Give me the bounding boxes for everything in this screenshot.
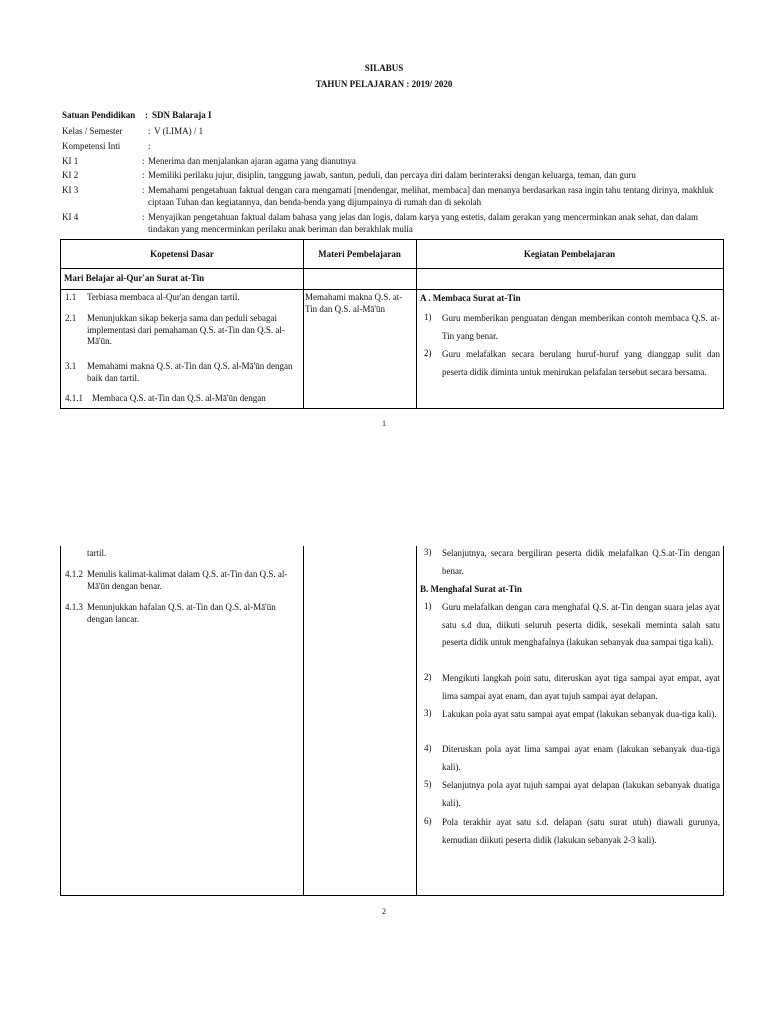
info-ki1 <box>62 156 722 168</box>
kegiatan-text: Selanjutnya, secara bergiliran peserta didik melafalkan Q.S.at-Tin dengan benar. <box>442 548 720 576</box>
kd-text: Memahami makna Q.S. at-Tin dan Q.S. al-Mā'ūn dengan baik dan tartil. <box>87 361 293 383</box>
list-item <box>65 292 305 304</box>
ki3-label: KI 3 <box>62 185 79 195</box>
kegiatan-number: 1) <box>424 312 432 322</box>
list-item <box>65 393 305 405</box>
header-materi: Materi Pembelajaran <box>318 249 401 259</box>
header-kegiatan: Kegiatan Pembelajaran <box>523 249 616 259</box>
kelas-value: V (LIMA) / 1 <box>154 126 204 136</box>
column-divider <box>303 546 304 895</box>
kd-number: 3.1 <box>65 361 77 371</box>
colon: : <box>142 212 145 222</box>
kd-text: Menunjukkan sikap bekerja sama dan peduli sebagai implementasi dari pemahaman Q.S. at-Tin dan Q.S. al-Mā'ūn. <box>87 313 285 347</box>
ki3-value: Memahami pengetahuan faktual dengan cara mengamati [mendengar, melihat, membaca] dan menanya berdasarkan rasa ingin tahu tentang dirinya, makhluk ciptaan Tuhan dan kegiatannya, dan benda-benda yang dijumpainya di rumah dan di sekolah <box>148 185 714 207</box>
ki4-value: Menyajikan pengetahuan faktual dalam bahasa yang jelas dan logis, dalam karya yang estetis, dalam gerakan yang mencerminkan anak sehat, dan dalam tindakan yang mencerminkan perilaku anak beriman dan berakhlak mulia <box>148 212 699 234</box>
kegiatan-number: 2) <box>424 672 432 682</box>
list-item <box>424 777 718 813</box>
kd-number: 4.1.2 <box>65 569 83 579</box>
list-item <box>424 670 718 706</box>
row-divider <box>61 268 723 269</box>
colon: : <box>148 141 151 151</box>
kd-text: Membaca Q.S. at-Tin dan Q.S. al-Mā'ūn dengan <box>92 393 266 403</box>
info-kelas <box>62 126 722 138</box>
kd-text: Terbiasa membaca al-Qur'an dengan tartil. <box>87 292 240 302</box>
document-title: SILABUS <box>364 63 404 73</box>
info-ki4 <box>62 212 722 236</box>
kegiatan-text: Guru memberikan penguatan dengan memberikan contoh membaca Q.S. at-Tin yang benar. <box>442 313 720 341</box>
info-kompetensi-inti <box>62 141 722 153</box>
list-item <box>65 313 305 349</box>
kegiatan-text: Guru melafalkan dengan cara menghafal Q.S. at-Tin dengan suara jelas ayat satu s.d dua, diikuti seluruh peserta didik, sesekali meminta salah satu peserta didik untuk menghafalnya (lakukan sebanyak dua sampai tiga kali). <box>442 602 720 648</box>
kd-text: Menunjukkan hafalan Q.S. at-Tin dan Q.S. al-Mā'ūn dengan lancar. <box>87 602 276 624</box>
list-item <box>424 814 718 850</box>
column-divider <box>416 240 417 408</box>
kelas-label: Kelas / Semester <box>62 126 123 136</box>
section-b-title: B. Menghafal Surat at-Tin <box>420 584 522 594</box>
ki1-label: KI 1 <box>62 156 79 166</box>
ki2-value: Memiliki perilaku jujur, disiplin, tanggung jawab, santun, peduli, dan percaya diri dalam berinteraksi dengan keluarga, teman, dan guru <box>148 170 636 180</box>
syllabus-table-page1 <box>60 239 724 409</box>
kegiatan-text: Lakukan pola ayat satu sampai ayat empat (lakukan sebanyak dua-tiga kali). <box>442 709 717 719</box>
row-divider <box>61 289 723 290</box>
kegiatan-number: 1) <box>424 601 432 611</box>
kd-text: Menulis kalimat-kalimat dalam Q.S. at-Tin dan Q.S. al-Mā'ūn dengan benar. <box>87 569 288 591</box>
kegiatan-number: 4) <box>424 743 432 753</box>
satuan-label: Satuan Pendidikan <box>62 110 136 120</box>
section-a-title: A . Membaca Surat at-Tin <box>420 293 521 303</box>
list-item <box>65 602 305 626</box>
kd-number: 4.1.3 <box>65 602 83 612</box>
academic-year: TAHUN PELAJARAN : 2019/ 2020 <box>315 79 453 89</box>
colon: : <box>142 170 145 180</box>
kegiatan-text: Guru melafalkan secara berulang huruf-huruf yang dianggap sulit dan peserta didik diminta untuk menirukan pelafalan tersebut secara bersama. <box>442 349 720 377</box>
kegiatan-text: Diteruskan pola ayat lima sampai ayat enam (lakukan sebanyak dua-tiga kali). <box>442 744 720 772</box>
kd-number: 1.1 <box>65 292 77 302</box>
syllabus-table-page2 <box>60 546 724 896</box>
kegiatan-text: Selanjutnya pola ayat tujuh sampai ayat delapan (lakukan sebanyak duatiga kali). <box>442 780 720 808</box>
ki1-value: Menerima dan menjalankan ajaran agama yang dianutnya <box>148 156 356 166</box>
kd-continuation: tartil. <box>87 548 107 558</box>
colon: : <box>148 126 151 136</box>
ki2-label: KI 2 <box>62 170 79 180</box>
kd-number: 2.1 <box>65 313 77 323</box>
kegiatan-number: 3) <box>424 708 432 718</box>
kegiatan-number: 3) <box>424 547 432 557</box>
list-item <box>65 361 305 385</box>
list-item <box>424 599 718 671</box>
list-item <box>65 569 305 593</box>
colon: : <box>145 110 148 120</box>
kegiatan-number: 2) <box>424 348 432 358</box>
page-number: 1 <box>382 419 386 428</box>
list-item <box>424 545 718 581</box>
info-ki2 <box>62 170 722 182</box>
info-satuan <box>62 110 722 122</box>
ki4-label: KI 4 <box>62 212 79 222</box>
kegiatan-text: Pola terakhir ayat satu s.d. delapan (satu surat utuh) diawali gurunya, kemudian diikuti peserta didik (lakukan sebanyak 2-3 kali). <box>442 817 720 845</box>
colon: : <box>142 156 145 166</box>
satuan-value: SDN Balaraja I <box>152 110 212 120</box>
list-item <box>424 741 718 777</box>
page-number: 2 <box>382 907 386 916</box>
kegiatan-number: 5) <box>424 779 432 789</box>
topic-title: Mari Belajar al-Qur'an Surat at-Tin <box>64 273 205 283</box>
kd-number: 4.1.1 <box>65 393 83 403</box>
list-item <box>424 310 718 346</box>
info-ki3 <box>62 185 722 209</box>
kegiatan-number: 6) <box>424 816 432 826</box>
ki-label: Kompetensi Inti <box>62 141 121 151</box>
header-kompetensi-dasar: Kopetensi Dasar <box>150 249 214 259</box>
kegiatan-text: Mengikuti langkah poin satu, diteruskan ayat tiga sampai ayat empat, ayat lima sampai ayat enam, dan ayat tujuh sampai ayat delapan. <box>442 673 720 701</box>
list-item <box>424 346 718 400</box>
list-item <box>424 706 718 742</box>
materi-text: Memahami makna Q.S. at-Tin dan Q.S. al-Mā'ūn <box>305 292 403 314</box>
colon: : <box>142 185 145 195</box>
column-divider <box>416 546 417 895</box>
